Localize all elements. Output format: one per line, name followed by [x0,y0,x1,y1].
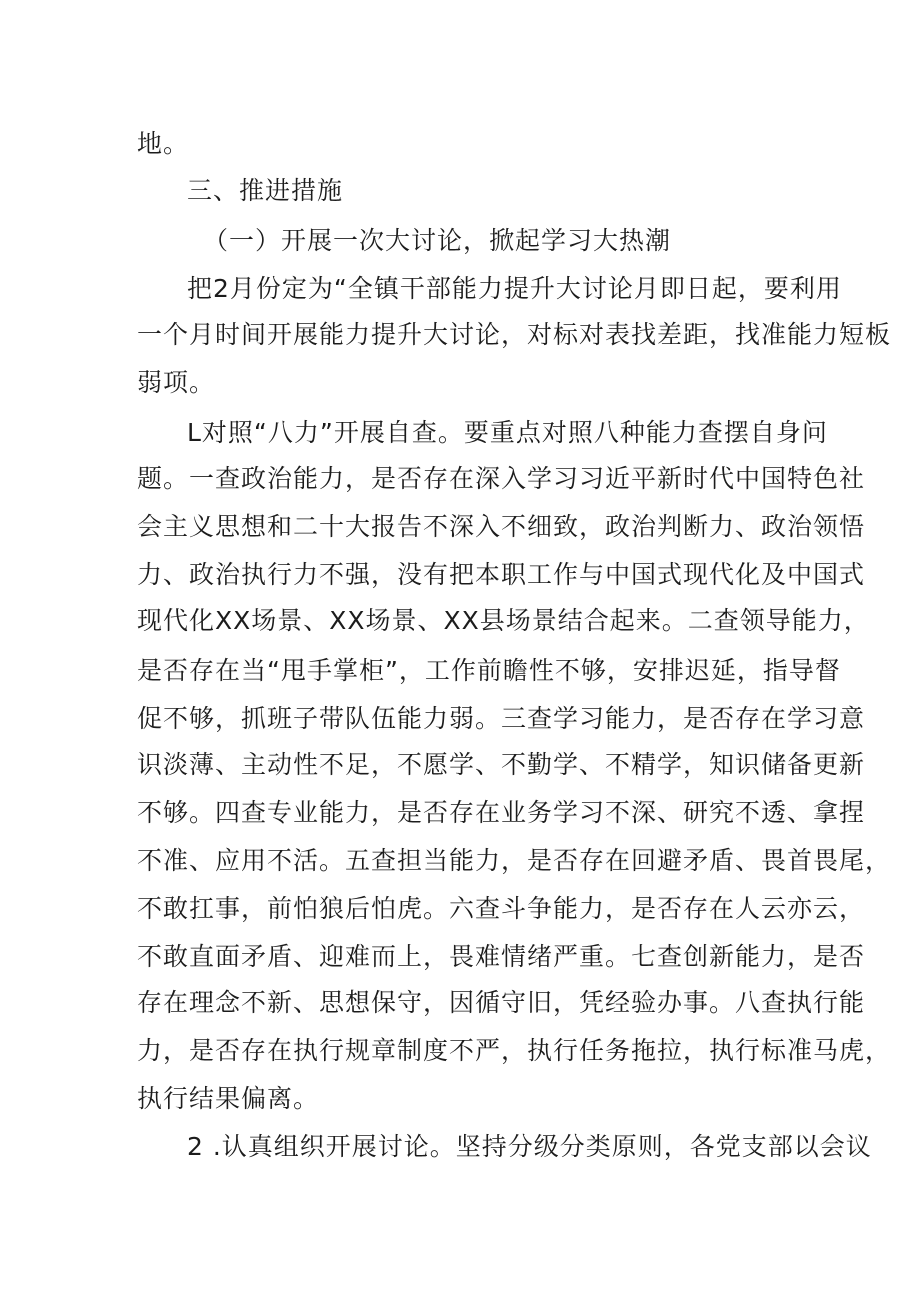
item-1-line-9: 不够。四查专业能力，是否存在业务学习不深、研究不透、拿捏 [137,798,866,827]
item-1-line-2: 题。一查政治能力，是否存在深入学习习近平新时代中国特色社 [137,464,866,493]
item-1-line-6: 是否存在当“甩手掌柜”，工作前瞻性不够，安排迟延，指导督 [137,656,841,685]
item-1-line-5: 现代化XX场景、XX场景、XX县场景结合起来。二查领导能力， [137,606,870,635]
item-1-line-4: 力、政治执行力不强，没有把本职工作与中国式现代化及中国式 [137,560,866,589]
item-1-line-13: 存在理念不新、思想保守，因循守旧，凭经验办事。八查执行能 [137,988,866,1017]
item-1-line-14: 力，是否存在执行规章制度不严，执行任务拖拉，执行标准马虎， [137,1036,892,1065]
paragraph-1-line-1: 把2月份定为“全镇干部能力提升大讨论月即日起，要利用 [187,274,842,303]
item-1-line-7: 促不够，抓班子带队伍能力弱。三查学习能力，是否存在学习意 [137,704,866,733]
item-1-line-8: 识淡薄、主动性不足，不愿学、不勤学、不精学，知识储备更新 [137,750,866,779]
item-1-line-10: 不准、应用不活。五查担当能力，是否存在回避矛盾、畏首畏尾， [137,846,892,875]
item-1-line-1: L对照“八力”开展自查。要重点对照八种能力查摆自身问 [187,418,828,447]
paragraph-1-line-2: 一个月时间开展能力提升大讨论，对标对表找差距，找准能力短板 [137,320,892,349]
item-1-line-11: 不敢扛事，前怕狼后怕虎。六查斗争能力，是否存在人云亦云， [137,894,866,923]
item-1-line-15: 执行结果偏离。 [137,1084,320,1113]
item-1-line-12: 不敢直面矛盾、迎难而上，畏难情绪严重。七查创新能力，是否 [137,942,866,971]
paragraph-1-line-3: 弱项。 [137,368,216,397]
section-heading: 三、推进措施 [187,176,344,205]
item-1-line-3: 会主义思想和二十大报告不深入不细致，政治判断力、政治领悟 [137,512,866,541]
text-line-1: 地。 [137,129,190,158]
item-2-line-1: 2 .认真组织开展讨论。坚持分级分类原则，各党支部以会议 [187,1132,872,1161]
subsection-heading: （一）开展一次大讨论，掀起学习大热潮 [203,226,672,255]
